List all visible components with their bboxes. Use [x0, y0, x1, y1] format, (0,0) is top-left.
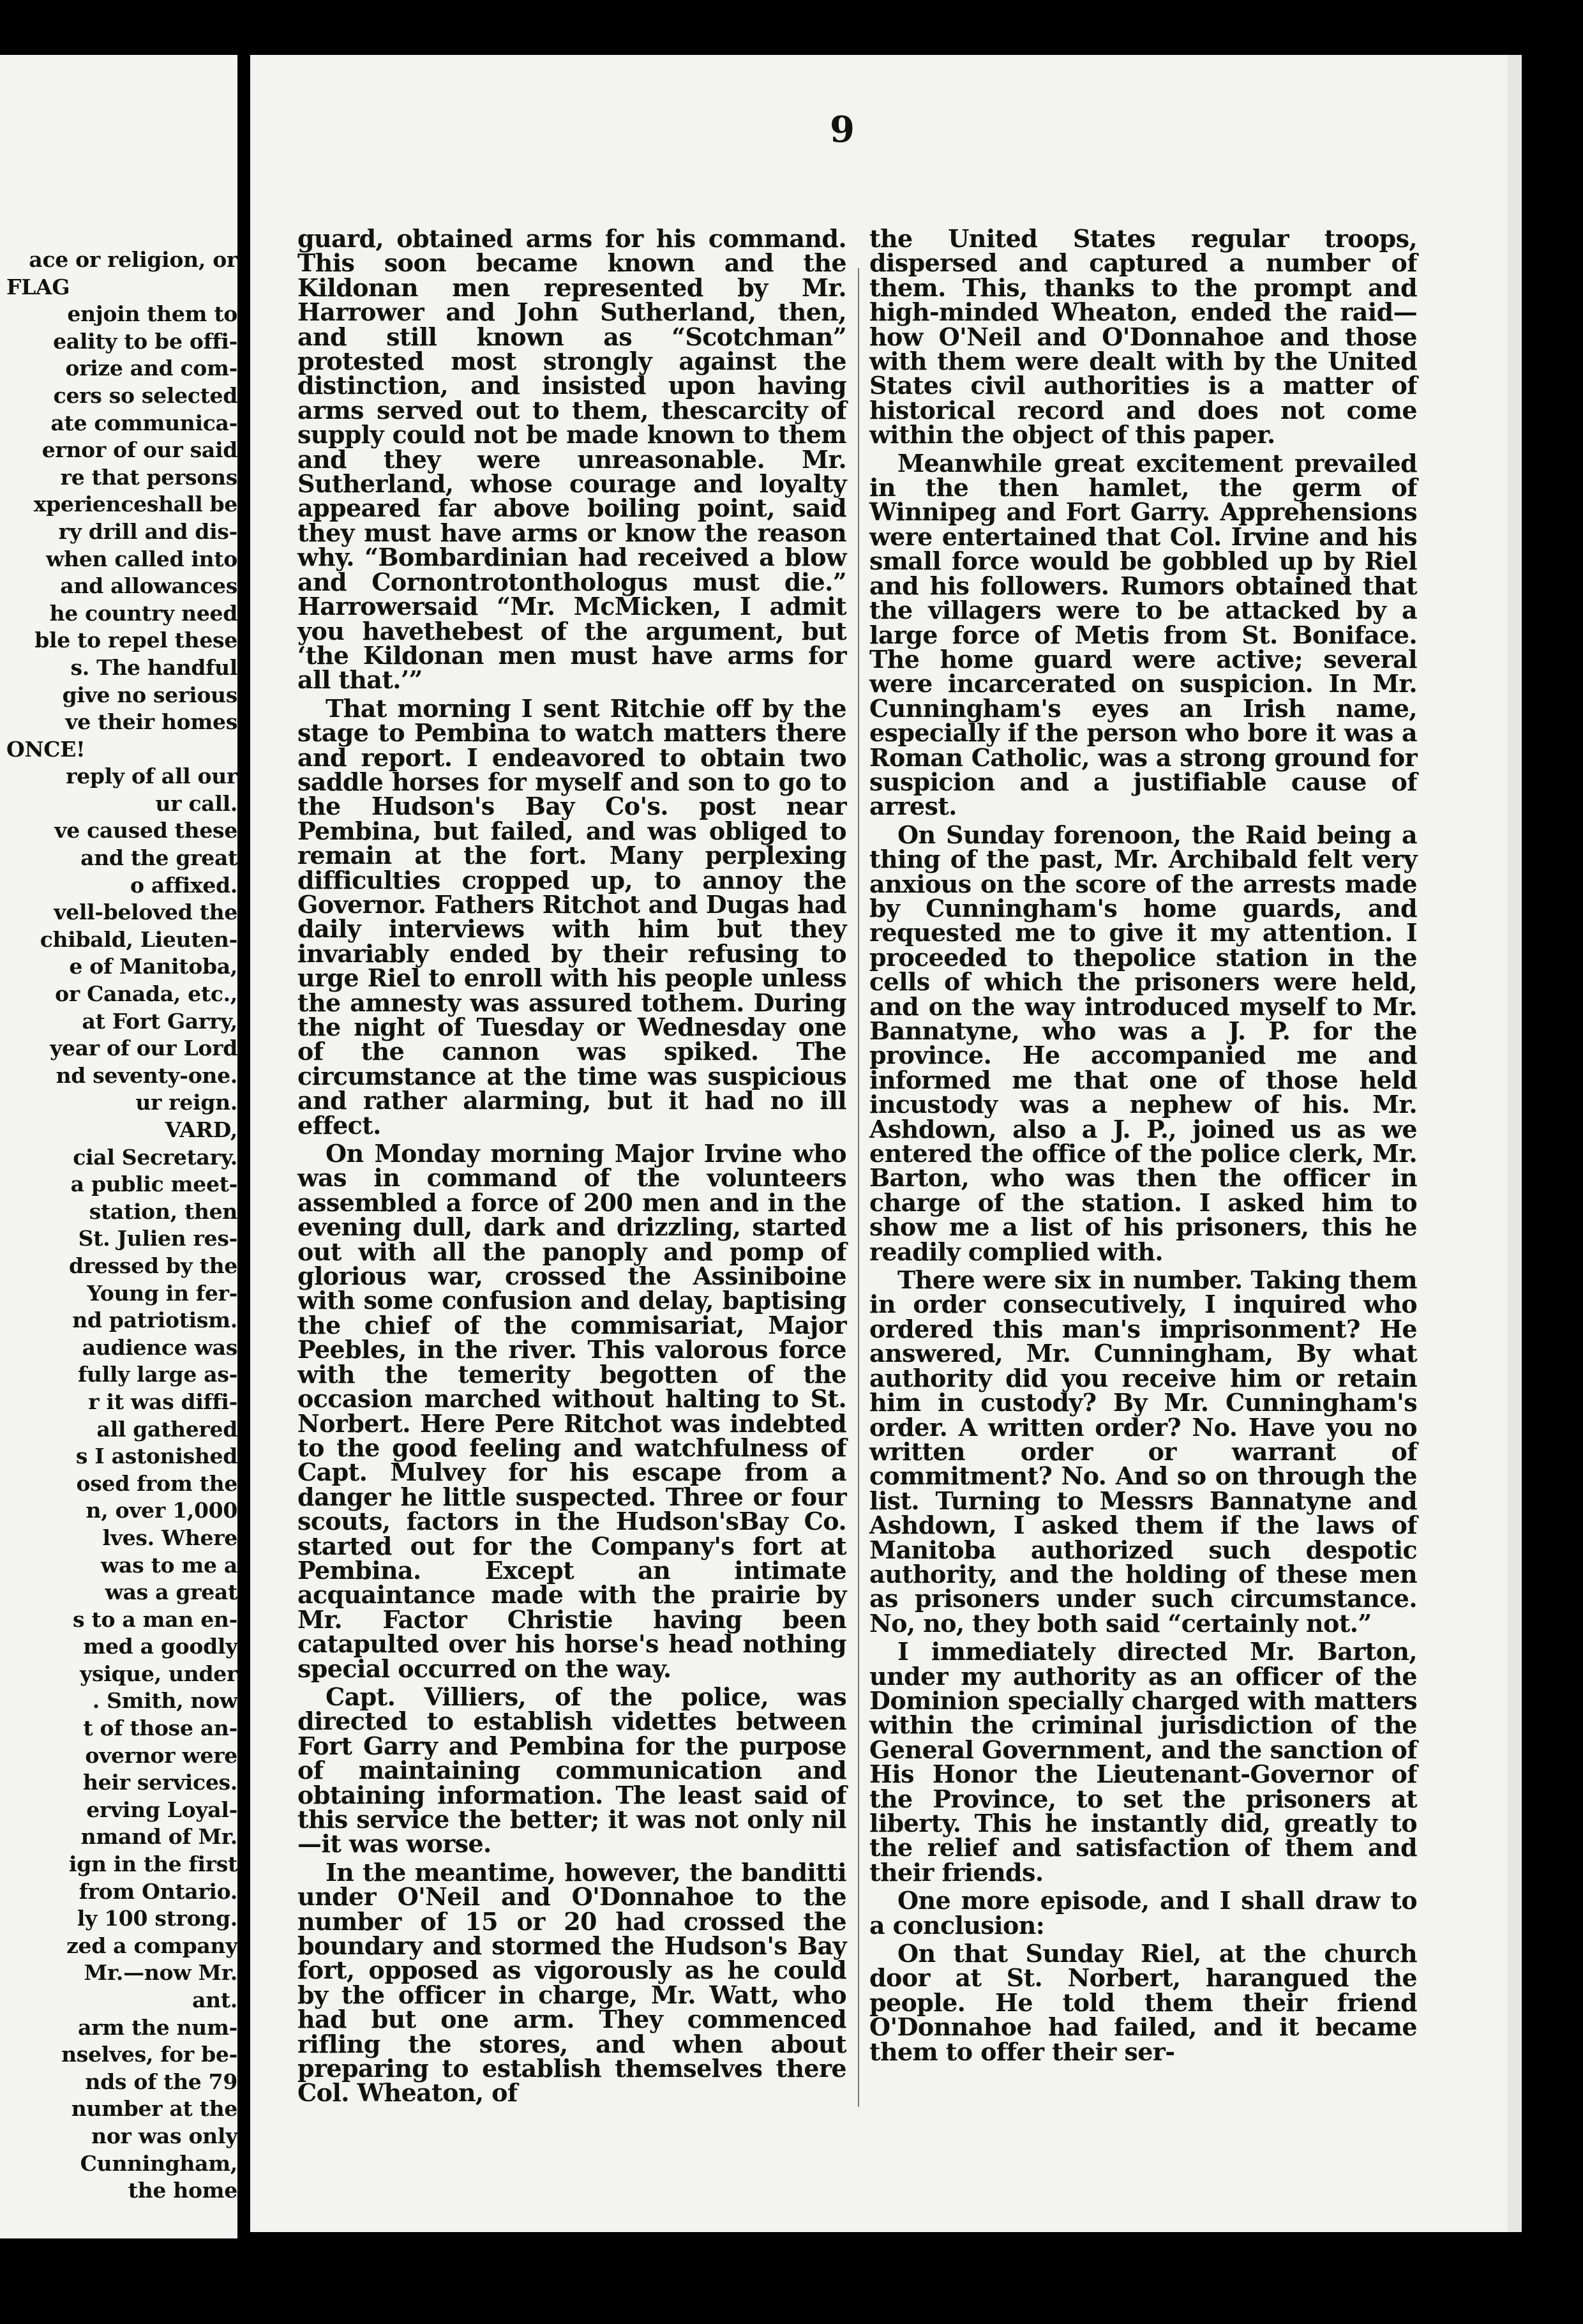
previous-page-line: ur reign.	[135, 1090, 237, 1115]
previous-page-line: FLAG	[6, 274, 70, 299]
paragraph: Capt. Villiers, of the police, was directed to establish videttes between Fort Garry and Pembina for the purpose of maintaining communication and obtaining information. The least said of this service the better; it was not only nil—it was worse.	[297, 1682, 846, 1859]
previous-page-line: orize and com-	[65, 356, 237, 381]
previous-page-line: St. Julien res-	[78, 1226, 237, 1251]
previous-page-line: dressed by the	[69, 1253, 237, 1278]
paragraph: On Monday morning Major Irvine who was in command of the volunteers assembled a force of 200 men and in the evening dull, dark and drizzling, started out with all the panoply and pomp of glorious war, crossed the Assiniboine with some confusion and delay, baptising the chief of the commisariat, Major Peebles, in the river. This valorous force with the temerity begotten of the occasion marched without halting to St. Norbert. Here Pere Ritchot was indebted to the good feeling and watchfulness of Capt. Mulvey for his escape from a danger he little suspected. Three or four scouts, factors in the Hudson'sBay Co. started out for the Company's fort at Pembina. Except an intimate acquaintance made with the prairie by Mr. Factor Christie having been catapulted over his horse's head nothing special occurred on the way.	[297, 1139, 846, 1683]
previous-page-line: chibald, Lieuten-	[40, 926, 237, 952]
column-divider	[858, 268, 859, 2107]
previous-page-line: nd seventy-one.	[56, 1062, 237, 1088]
paragraph: That morning I sent Ritchie off by the stage to Pembina to watch matters there and report. I endeavored to obtain two saddle horses for myself and son to go to the Hudson's Bay Co's. post near Pembina, but failed, and was obliged to remain at the fort. Many perplexing difficulties cropped up, to annoy the Governor. Fathers Ritchot and Dugas had daily interviews with him but they invariably ended by their refusing to urge Riel to enroll with his people unless the amnesty was assured tothem. During the night of Tuesday or Wednesday one of the cannon was spiked. The circumstance at the time was suspicious and rather alarming, but it had no ill effect.	[297, 693, 846, 1140]
previous-page-line: s. The handful	[70, 654, 237, 680]
page-number: 9	[830, 109, 855, 151]
paragraph: On that Sunday Riel, at the church door at St. Norbert, harangued the people. He told them their friend O'Donnahoe had failed, and it became them to offer their ser-	[869, 1939, 1417, 2066]
previous-page-line: o affixed.	[130, 872, 237, 898]
paragraph: There were six in number. Taking them in order consecutively, I inquired who ordered this man's imprisonment? He answered, Mr. Cunningham, By what authority did you receive him or retain him in custody? By Mr. Cunningham's order. A written order? No. Have you no written order or warrant of commitment? No. And so on through the list. Turning to Messrs Bannatyne and Ashdown, I asked them if the laws of Manitoba authorized such despotic authority, and the holding of these men as prisoners under such circumstance. No, no, they both said “certainly not.”	[869, 1265, 1417, 1638]
previous-page-line: number at the	[71, 2096, 237, 2122]
paragraph: the United States regular troops, dispersed and captured a number of them. This, thanks to the prompt and high-minded Wheaton, ended the raid—how O'Neil and O'Donnahoe and those with them were dealt with by the United States civil authorities is a matter of historical record and does not come within the object of this paper.	[869, 224, 1417, 449]
previous-page-line: station, then	[89, 1198, 237, 1224]
previous-page	[0, 55, 237, 2238]
previous-page-line: when called into	[46, 546, 237, 571]
previous-page-line: eality to be offi-	[53, 328, 237, 354]
previous-page-line: s I astonished	[75, 1444, 237, 1469]
previous-page-line: ble to repel these	[34, 628, 237, 653]
previous-page-line: audience was	[82, 1334, 237, 1360]
previous-page-line: Mr.—now Mr.	[84, 1960, 237, 1986]
previous-page-line: med a goodly	[83, 1634, 237, 1659]
previous-page-line: ly 100 strong.	[77, 1906, 237, 1931]
previous-page-line: the home	[128, 2178, 237, 2203]
paragraph: One more episode, and I shall draw to a conclusion:	[869, 1886, 1417, 1940]
previous-page-line: fully large as-	[78, 1362, 237, 1387]
previous-page-line: ernor of our said	[41, 437, 237, 463]
previous-page-line: Cunningham,	[80, 2150, 237, 2176]
previous-page-line: a public meet-	[70, 1172, 237, 1197]
previous-page-line: at Fort Garry,	[82, 1008, 237, 1034]
previous-page-line: osed from the	[76, 1470, 237, 1496]
previous-page-line: and the great	[80, 845, 237, 871]
previous-page-line: nd patriotism.	[72, 1308, 237, 1333]
book-spine-gap	[237, 55, 250, 2238]
previous-page-column	[0, 246, 237, 2205]
previous-page-line: enjoin them to	[67, 301, 237, 327]
previous-page-line: e of Manitoba,	[69, 954, 237, 979]
previous-page-line: xperienceshall be	[33, 492, 237, 517]
previous-page-line: t of those an-	[83, 1716, 237, 1741]
previous-page-line: ant.	[192, 1988, 237, 2012]
previous-page-line: ry drill and dis-	[58, 518, 237, 544]
previous-page-line: ONCE!	[6, 736, 86, 762]
paragraph: Meanwhile great excitement prevailed in the then hamlet, the germ of Winnipeg and Fort Garry. Apprehensions were entertained that Col. Irvine and his small force would be gobbled up by Riel and his followers. Rumors obtained that the villagers were to be attacked by a large force of Metis from St. Boniface. The home guard were active; several were incarcerated on suspicion. In Mr. Cunningham's eyes an Irish name, especially if the person who bore it was a Roman Catholic, was a strong ground for suspicion and a justifiable cause of arrest.	[869, 448, 1417, 821]
paragraph: In the meantime, however, the banditti under O'Neil and O'Donnahoe to the number of 15 or 20 had crossed the boundary and stormed the Hudson's Bay fort, opposed as vigorously as he could by the officer in charge, Mr. Watt, who had but one arm. They commenced rifling the stores, and when about preparing to establish themselves there Col. Wheaton, of	[297, 1857, 846, 2108]
paragraph: guard, obtained arms for his command. This soon became known and the Kildonan men represented by Mr. Harrower and John Sutherland, then, and still known as “Scotchman” protested most strongly against the distinction, and insisted upon having arms served out to them, thescarcity of supply could not be made known to them and they were unreasonable. Mr. Sutherland, whose courage and loyalty appeared far above boiling point, said they must have arms or know the reason why. “Bombardinian had received a blow and Cornontrotonthologus must die.” Harrowersaid “Mr. McMicken, I admit you havethebest of the argument, but ‘the Kildonan men must have arms for all that.’”	[297, 224, 846, 695]
previous-page-line: . Smith, now	[92, 1688, 237, 1714]
previous-page-line: all gathered	[96, 1416, 237, 1442]
previous-page-line: Young in fer-	[87, 1280, 237, 1306]
text-column-1	[297, 224, 846, 2110]
previous-page-line: year of our Lord	[50, 1036, 237, 1061]
previous-page-line: ve caused these	[54, 818, 237, 843]
previous-page-line: zed a company	[66, 1933, 237, 1958]
previous-page-line: from Ontario.	[79, 1878, 237, 1904]
previous-page-line: was a great	[105, 1580, 237, 1605]
previous-page-line: vell-beloved the	[54, 900, 237, 925]
previous-page-line: VARD,	[165, 1117, 237, 1142]
previous-page-line: r it was diffi-	[88, 1389, 237, 1414]
previous-page-line: overnor were	[85, 1742, 237, 1768]
previous-page-line: and allowances	[60, 573, 237, 599]
paragraph: On Sunday forenoon, the Raid being a thing of the past, Mr. Archibald felt very anxious on the score of the arrests made by Cunningham's home guards, and requested me to give it my attention. I proceeded to thepolice station in the cells of which the prisoners were held, and on the way introduced myself to Mr. Bannatyne, who was a J. P. for the province. He accompanied me and informed me that one of those held incustody was a nephew of his. Mr. Ashdown, also a J. P., joined us as we entered the office of the police clerk, Mr. Barton, who was then the officer in charge of the station. I asked him to show me a list of his prisoners, this he readily complied with.	[869, 820, 1417, 1266]
previous-page-line: give no serious	[62, 682, 237, 707]
previous-page-line: s to a man en-	[73, 1606, 237, 1632]
previous-page-line: lves. Where	[102, 1525, 237, 1550]
previous-page-line: ur call.	[155, 790, 237, 816]
previous-page-line: nselves, for be-	[61, 2042, 237, 2067]
previous-page-line: cers so selected	[53, 382, 237, 408]
previous-page-line: cial Secretary.	[73, 1144, 237, 1170]
previous-page-line: reply of all our	[66, 764, 237, 789]
previous-page-line: re that persons	[60, 464, 237, 490]
previous-page-line: nmand of Mr.	[80, 1824, 237, 1850]
previous-page-line: erving Loyal-	[86, 1797, 237, 1822]
previous-page-line: arm the num-	[78, 2014, 237, 2040]
page-edge	[1508, 55, 1522, 2232]
previous-page-line: was to me a	[100, 1552, 237, 1578]
previous-page-line: ace or religion, or	[29, 247, 237, 272]
previous-page-line: he country need	[49, 600, 237, 626]
previous-page-line: nds of the 79	[85, 2069, 237, 2094]
text-column-2	[869, 224, 1417, 2110]
previous-page-line: ysique, under	[80, 1661, 237, 1686]
paragraph: I immediately directed Mr. Barton, under my authority as an officer of the Dominion specially charged with matters within the criminal jurisdiction of the General Government, and the sanction of His Honor the Lieutenant-Governor of the Province, to set the prisoners at liberty. This he instantly did, greatly to the relief and satisfaction of them and their friends.	[869, 1637, 1417, 1887]
previous-page-line: nor was only	[91, 2123, 237, 2148]
previous-page-line: or Canada, etc.,	[55, 981, 237, 1007]
previous-page-line: n, over 1,000	[86, 1498, 237, 1523]
previous-page-line: heir services.	[82, 1770, 237, 1795]
previous-page-line: ate communica-	[50, 410, 237, 435]
previous-page-line: ve their homes	[65, 709, 237, 735]
previous-page-line: ign in the first	[69, 1852, 237, 1877]
